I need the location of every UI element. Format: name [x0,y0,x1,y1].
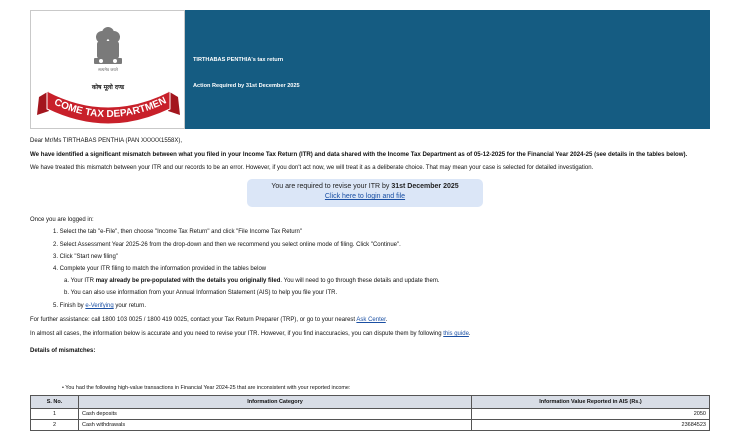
step-3: 3. Click "Start new filing" [53,254,118,260]
step-4a: a. Your ITR may already be pre-populated with the details you originally filed. You will need to go through these details and update them. [64,278,440,284]
svg-text:कोष मूलो दण्ड: कोष मूलो दण्ड [91,84,125,91]
col-sno: S. No. [31,396,79,409]
mismatch-table [30,395,710,431]
greeting: Dear Mr/Ms TIRTHABAS PENTHIA (PAN XXXXX1558X), [30,138,183,144]
notice-text: You are required to revise your ITR by 31st December 2025 [271,183,459,190]
e-verify-link[interactable]: e-Verifying [85,303,114,309]
action-deadline: Action Required by 31st December 2025 [193,83,300,89]
emblem-icon [31,11,186,130]
revise-notice [247,179,483,207]
login-file-link[interactable]: Click here to login and file [324,193,406,200]
steps-intro: Once you are logged in: [30,217,94,223]
dispute-paragraph: In almost all cases, the information below is accurate and you need to revise your ITR. However, if you find inaccuracies, you can dispute them by following this guide. [30,331,471,337]
step-5: 5. Finish by e-Verifying your return. [53,303,147,309]
ask-center-link[interactable]: Ask Center [356,317,386,323]
assistance-paragraph: For further assistance: call 1800 103 0025 / 1800 419 0025, contact your Tax Return Preparer (TRP), or go to your nearest Ask Center. [30,317,388,323]
col-category: Information Category [79,396,472,409]
mismatch-paragraph: We have identified a significant mismatch between what you filed in your Income Tax Return (ITR) and data shared with the Income Tax Department as of 05-12-2025 for the Financial Year 2024-25 (see details in the tables below). [30,151,688,158]
details-heading: Details of mismatches: [30,348,96,354]
svg-text:सत्यमेव जयते: सत्यमेव जयते [98,67,118,72]
email-header [30,10,710,129]
return-title: TIRTHABAS PENTHIA's tax return [193,57,284,63]
dispute-guide-link[interactable]: this guide [443,331,469,337]
treated-paragraph: We have treated this mismatch between your ITR and our records to be an error. However, if you don't act now, we will treat it as a deliberate choice. That may mean your case is selected for detailed investigation. [30,165,594,171]
step-4: 4. Complete your ITR filing to match the information provided in the tables below [53,266,267,272]
income-tax-logo [30,10,185,129]
table-row: 2 Cash withdrawals 23684523 [31,420,710,431]
col-value: Information Value Reported in AIS (Rs.) [472,396,710,409]
step-2: 2. Select Assessment Year 2025-26 from the drop-down and then we recommend you select online mode of filing. Click "Continue". [53,242,401,248]
svg-text:INCOME TAX DEPARTMENT: COME TAX DEPARTMEN [52,95,169,121]
step-4b: b. You can also use information from your Annual Information Statement (AIS) to help you file your ITR. [64,290,338,296]
table-header-row [31,396,710,409]
mismatch-bullet: • You had the following high-value transactions in Financial Year 2024-25 that are inconsistent with your reported income: [62,385,351,391]
table-row: 1 Cash deposits 2050 [31,409,710,420]
step-1: 1. Select the tab "e-File", then choose "Income Tax Return" and click "File Income Tax Return" [53,229,303,235]
header-banner [185,10,710,129]
